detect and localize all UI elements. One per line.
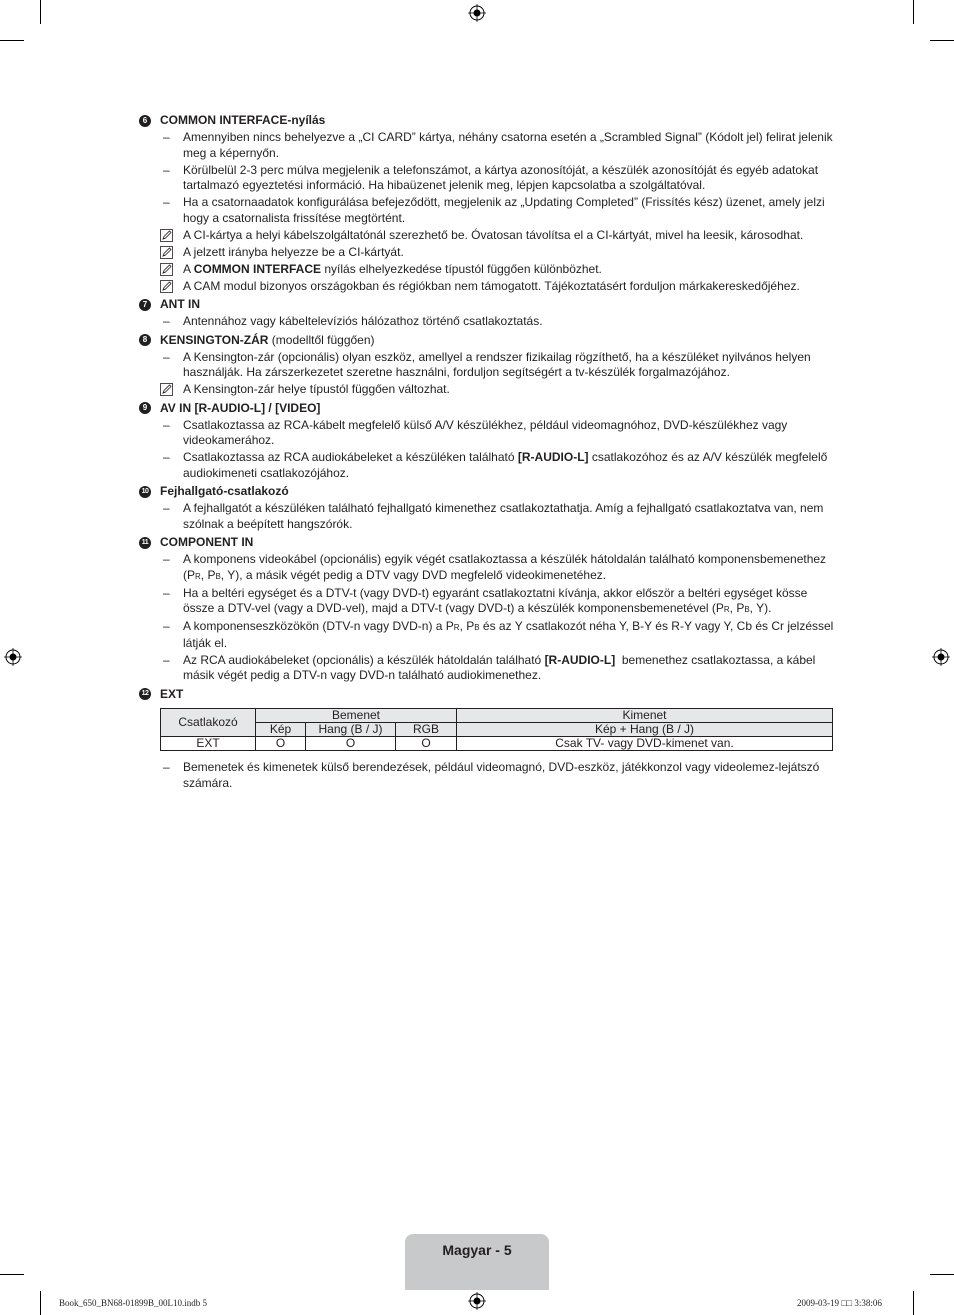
subheader-hang: Hang (B / J) [306,723,396,737]
crop-mark [40,0,41,24]
dash-bullet: – [163,760,170,774]
ext-note-text: Bemenetek és kimenetek külső berendezések, például videomagnó, DVD-eszköz, játékkonzol vagy videolemez-lejátszó számára. [183,760,820,790]
section-number-icon: 12 [139,688,151,700]
item-text: A fejhallgatót a készüléken található fejhallgató kimenethez csatlakoztathatja. Amíg a fejhallgató csatlakoztatva van, nem szólnak a beépített hangszórók. [183,501,824,531]
list-item [139,619,839,651]
item-text: Antennához vagy kábeltelevíziós hálózathoz történő csatlakoztatás. [183,314,543,328]
cell-kep: O [256,737,306,751]
table-row [161,737,833,751]
registration-mark-icon [468,1292,486,1310]
item-text: A Kensington-zár helye típustól függően változhat. [183,382,450,396]
list-item [139,552,839,584]
section-number-icon: 11 [139,537,151,549]
section-title [160,333,375,349]
dash-bullet: – [163,619,170,633]
section [139,297,839,330]
page-number: Magyar - 5 [442,1242,512,1258]
item-text: Ha a csatornaadatok konfigurálása befejeződött, megjelenik az „Updating Completed” (Frissítés kész) üzenet, amely jelzi hogy a csatornalista frissítése megtörtént. [183,195,825,225]
note-item [139,262,839,278]
section-title-suffix: (modelltől függően) [268,332,375,347]
manual-content [139,111,839,791]
subheader-output: Kép + Hang (B / J) [457,723,833,737]
print-slug-left: Book_650_BN68-01899B_00L10.indb 5 [59,1298,208,1308]
item-text: Körülbelül 2-3 perc múlva megjelenik a telefonszámot, a kártya azonosítóját, a készülék azonosítóját és egyéb adatokat tartalmazó egyeztetési információ. Ha hibaüzenet jelenik meg, lépjen kapcsolatba a szolgáltatóval. [183,162,819,192]
crop-mark [930,40,954,41]
item-text: A COMMON INTERFACE nyílás elhelyezkedése típustól függően különbözhet. [183,261,602,276]
section-title-text: KENSINGTON-ZÁR [160,332,269,347]
item-text: A jelzett irányba helyezze be a CI-kártyát. [183,244,404,259]
header-connector: Csatlakozó [161,709,256,737]
list-item [139,760,839,791]
section-heading [139,333,839,349]
cell-rgb: O [396,737,457,751]
section-title-text: COMPONENT IN [160,535,254,549]
list-item [139,418,839,449]
section-number-icon: 10 [139,486,151,498]
section [139,687,839,703]
note-item [139,382,839,398]
crop-mark [930,1274,954,1275]
list-item [139,350,839,381]
item-text: Az RCA audiokábeleket (opcionális) a készülék hátoldalán található [R-AUDIO-L] bemenethez csatlakoztassa, a kábel másik végét pedig a DTV-n vagy DVD-n található audiokimenethez. [183,652,816,682]
dash-bullet: – [163,162,170,177]
dash-bullet: – [163,450,170,464]
section [139,401,839,482]
note-item [139,279,839,295]
dash-bullet: – [163,314,170,328]
section-heading [139,484,839,500]
list-item [139,501,839,532]
dash-bullet: – [163,652,170,667]
section-title [160,401,320,417]
section-heading [139,401,839,417]
crop-mark [40,1291,41,1315]
note-pencil-icon [139,245,183,261]
section-number-icon: 9 [139,402,151,414]
section-title [160,484,289,500]
section-number-icon: 6 [139,115,151,127]
dash-bullet: – [163,417,170,432]
section-number-icon: 7 [139,299,151,311]
item-text: Ha a beltéri egységet és a DTV-t (vagy DVD-t) egyaránt csatlakoztatni kívánja, akkor először a beltéri egységet kösse össze a DTV-vel (vagy a DVD-vel), majd a DTV-t (vagy DVD-t) a készülék komponensbemenetével (PR, PB, Y). [183,585,808,615]
crop-mark [913,1291,914,1315]
cell-hang: O [306,737,396,751]
section-title-text: Fejhallgató-csatlakozó [160,484,289,498]
item-text: A komponens videokábel (opcionális) egyik végét csatlakoztassa a készülék hátoldalán található komponensbemenethez (PR, PB, Y), a másik végét pedig a DTV vagy DVD megfelelő videokimenetéhez. [183,552,827,582]
dash-bullet: – [163,130,170,144]
section-title-text: ANT IN [160,297,200,311]
subheader-kep: Kép [256,723,306,737]
header-output: Kimenet [457,709,833,723]
dash-bullet: – [163,349,170,364]
registration-mark-icon [468,4,486,22]
note-pencil-icon [139,228,183,244]
item-text: Amennyiben nincs behelyezve a „CI CARD” kártya, néhány csatorna esetén a „Scrambled Signal” (Kódolt jel) felirat jelenik meg a képernyőn. [183,130,833,160]
registration-mark-icon [932,648,950,666]
section-number-icon: 8 [139,334,151,346]
ext-table [160,708,833,751]
dash-bullet: – [163,585,170,600]
dash-bullet: – [163,552,170,566]
section-heading [139,113,839,129]
list-item [139,314,839,330]
item-text: Csatlakoztassa az RCA-kábelt megfelelő külső A/V készülékhez, például videomagnóhoz, DVD-készülékhez vagy videokamerához. [183,417,788,447]
note-pencil-icon [139,382,183,398]
dash-bullet: – [163,501,170,515]
section-title [160,297,200,313]
section [139,333,839,398]
list-item [139,130,839,161]
section-title [160,535,253,551]
crop-mark [0,40,24,41]
list-item [139,586,839,618]
dash-bullet: – [163,195,170,209]
note-item [139,245,839,261]
section-list [139,113,839,702]
print-slug-right: 2009-03-19 □□ 3:38:06 [797,1298,882,1308]
list-item [139,195,839,226]
crop-mark [0,1274,24,1275]
list-item [139,450,839,481]
section-heading [139,535,839,551]
note-pencil-icon [139,262,183,278]
registration-mark-icon [4,648,22,666]
section-title-text: EXT [160,686,184,701]
item-text: Csatlakoztassa az RCA audiokábeleket a készüléken található [R-AUDIO-L] csatlakozóhoz és az A/V készülék megfelelő audiokimeneti csatlakozójához. [183,450,828,480]
section [139,535,839,684]
item-text: A CAM modul bizonyos országokban és régiókban nem támogatott. Tájékoztatásért forduljon márkakereskedőjéhez. [183,278,800,293]
section-title [160,113,325,129]
item-text: A komponenseszközökön (DTV-n vagy DVD-n) a PR, PB és az Y csatlakozót néha Y, B-Y és R-Y vagy Y, Cb és Cr jelzéssel látják el. [183,619,834,650]
note-pencil-icon [139,279,183,295]
header-input: Bemenet [256,709,457,723]
section-title-text: AV IN [R-AUDIO-L] / [VIDEO] [160,400,321,415]
section-heading [139,297,839,313]
subheader-rgb: RGB [396,723,457,737]
note-item [139,228,839,244]
crop-mark [913,0,914,24]
cell-connector: EXT [161,737,256,751]
section-title [160,687,183,703]
item-text: A Kensington-zár (opcionális) olyan eszköz, amellyel a rendszer fizikailag rögzíthető, ha a készüléket nyilvános helyen használják. Ha zárszerkezetet szeretne használni, forduljon segítségért a tv-készülék forgalmazójához. [183,349,811,379]
section-heading [139,687,839,703]
list-item [139,163,839,194]
list-item [139,653,839,684]
item-text: A CI-kártya a helyi kábelszolgáltatónál szerezhető be. Óvatosan távolítsa el a CI-kártyát, mivel ha leesik, károsodhat. [183,227,804,242]
section [139,113,839,294]
page-number-tab [405,1234,549,1290]
section [139,484,839,532]
section-title-text: COMMON INTERFACE-nyílás [160,113,326,127]
cell-output: Csak TV- vagy DVD-kimenet van. [457,737,833,751]
